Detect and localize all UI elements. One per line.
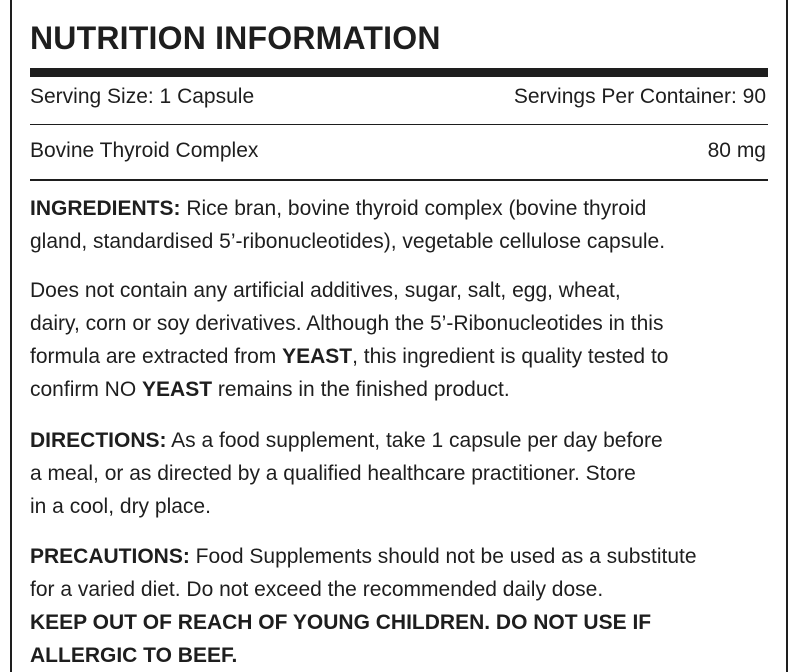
precautions-warning-2: ALLERGIC TO BEEF. [30, 644, 238, 667]
serving-size: Serving Size: 1 Capsule [30, 85, 255, 108]
nutrient-row [30, 138, 766, 164]
panel-title: NUTRITION INFORMATION [30, 20, 441, 56]
notice-text-2: dairy, corn or soy derivatives. Although the 5’-Ribonucleotides in this [30, 312, 664, 335]
nutrient-name: Bovine Thyroid Complex [30, 139, 259, 162]
precautions-text-1: Food Supplements should not be used as a substitute [189, 545, 697, 568]
precautions-warning-1: KEEP OUT OF REACH OF YOUNG CHILDREN. DO NOT USE IF [30, 611, 652, 634]
ingredients-section [30, 192, 766, 258]
notice-section [30, 274, 766, 406]
notice-yeast-1: YEAST [282, 345, 353, 368]
precautions-section [30, 540, 766, 672]
directions-text-2: a meal, or as directed by a qualified healthcare practitioner. Store [30, 462, 636, 485]
nutrient-divider [30, 179, 768, 181]
servings-per-container: Servings Per Container: 90 [513, 85, 766, 108]
notice-text-1: Does not contain any artificial additives, sugar, salt, egg, wheat, [30, 279, 621, 302]
ingredients-text-2: gland, standardised 5’-ribonucleotides), vegetable cellulose capsule. [30, 230, 666, 253]
notice-text-3a: formula are extracted from [30, 345, 283, 368]
directions-section [30, 424, 766, 523]
ingredients-heading: INGREDIENTS: [30, 197, 181, 220]
serving-divider [30, 124, 768, 125]
ingredients-text-1: Rice bran, bovine thyroid complex (bovine thyroid [180, 197, 647, 220]
notice-text-4a: confirm NO [30, 378, 143, 401]
notice-yeast-2: YEAST [142, 378, 213, 401]
directions-heading: DIRECTIONS: [30, 429, 167, 452]
notice-text-4b: remains in the finished product. [212, 378, 510, 401]
directions-text-1: As a food supplement, take 1 capsule per day before [166, 429, 663, 452]
directions-text-3: in a cool, dry place. [30, 495, 211, 518]
precautions-heading: PRECAUTIONS: [30, 545, 190, 568]
precautions-text-2: for a varied diet. Do not exceed the recommended daily dose. [30, 578, 604, 601]
serving-row [30, 84, 766, 110]
notice-text-3b: , this ingredient is quality tested to [352, 345, 669, 368]
title-divider [30, 68, 768, 77]
nutrient-amount: 80 mg [707, 139, 766, 162]
nutrition-panel [10, 0, 788, 672]
